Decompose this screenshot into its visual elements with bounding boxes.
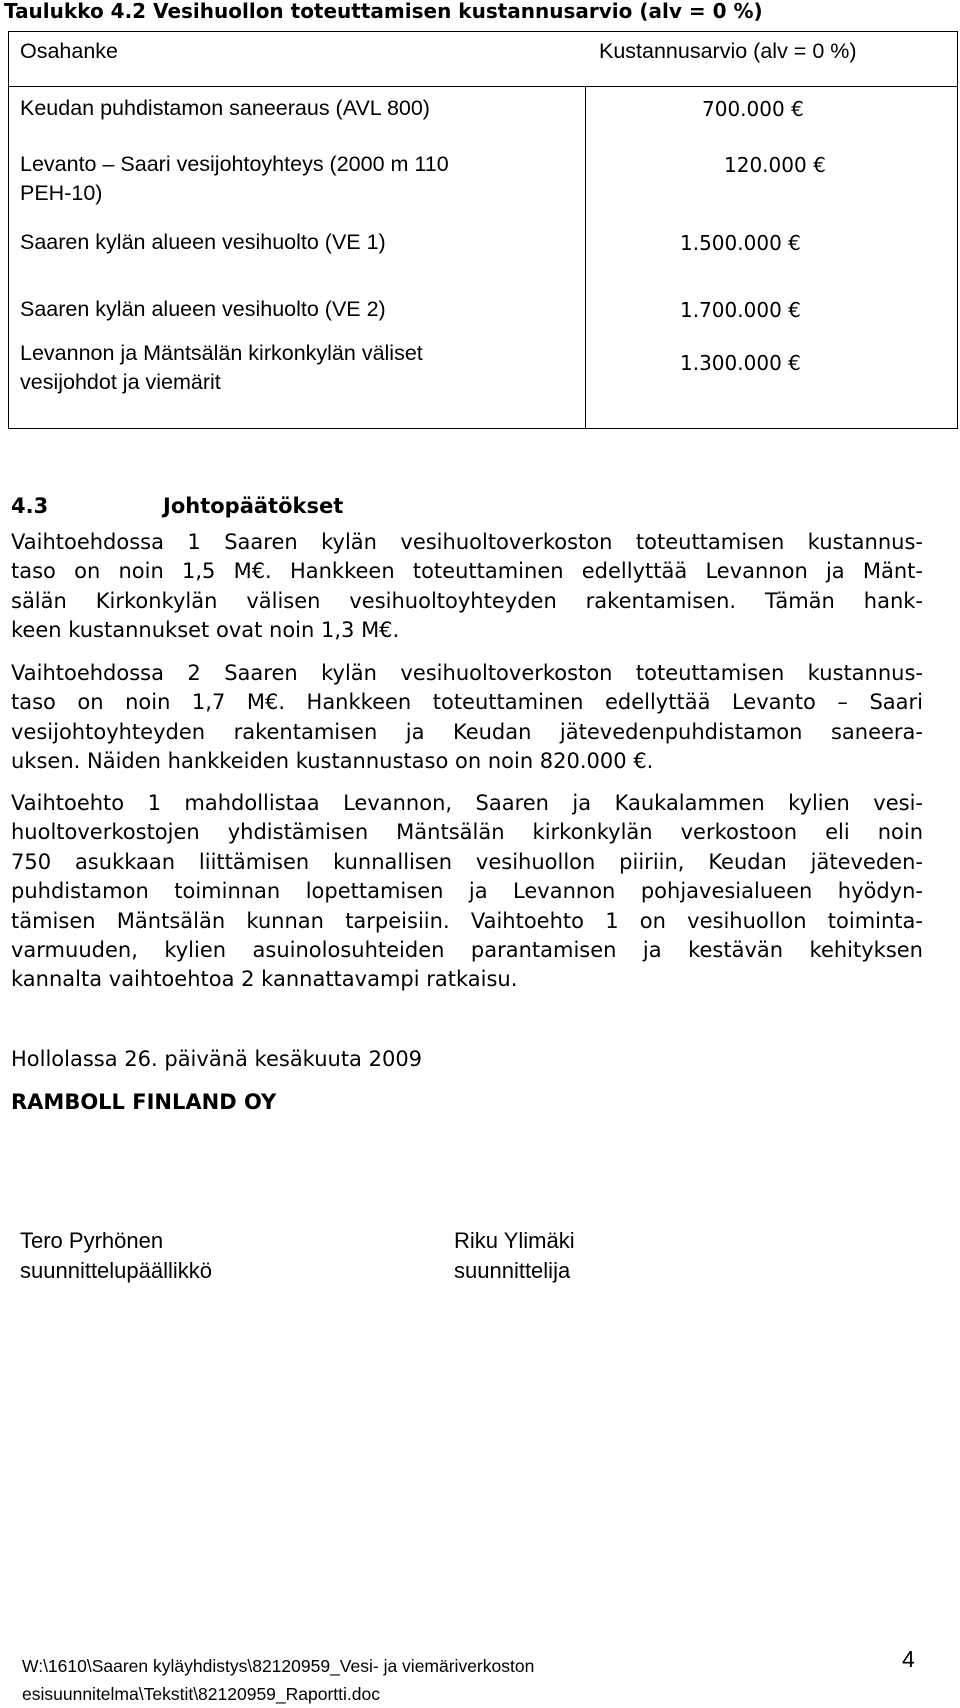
paragraph-3 [11,789,923,995]
paragraph-line: vesijohtoyhteyden rakentamisen ja Keudan jätevedenpuhdistamon saneera- [11,719,923,744]
paragraph-line: kannalta vaihtoehtoa 2 kannattavampi ratkaisu. [11,967,518,992]
place-date: Hollolassa 26. päivänä kesäkuuta 2009 [11,1047,423,1071]
paragraph-line: sälän Kirkonkylän välisen vesihuoltoyhteyden rakentamisen. Tämän hank- [11,588,923,613]
euro-sign: € [791,97,804,121]
paragraph-line: puhdistamon toiminnan lopettamisen ja Levannon pohjavesialueen hyödyn- [11,879,923,904]
row-2-value: 120.000 € [724,153,826,177]
paragraph-line: Vaihtoehto 1 mahdollistaa Levannon, Saaren ja Kaukalammen kylien vesi- [11,791,923,815]
euro-sign: € [813,153,826,177]
paragraph-line: varmuuden, kylien asuinolosuhteiden parantamisen ja kestävän kehityksen [11,938,923,963]
column-divider [585,87,586,428]
company-name: RAMBOLL FINLAND OY [11,1090,277,1114]
row-5-name-line1: Levannon ja Mäntsälän kirkonkylän väliset [20,341,423,365]
footer-path-line1: W:\1610\Saaren kyläyhdistys\82120959_Vesi- ja viemäriverkoston [22,1656,535,1676]
signature-left [20,1226,212,1286]
paragraph-line: keen kustannukset ovat noin 1,3 M€. [11,618,400,643]
signer-name: Riku Ylimäki [454,1228,575,1253]
paragraph-line: tämisen Mäntsälän kunnan tarpeisiin. Vaihtoehto 1 on vesihuollon toiminta- [11,908,923,933]
page-number: 4 [902,1646,915,1672]
paragraph-2 [11,659,923,777]
section-heading [11,494,343,518]
signer-title: suunnittelupäällikkö [20,1258,213,1283]
row-5-value: 1.300.000 € [680,351,801,375]
section-title: Johtopäätökset [163,494,344,518]
row-4-value: 1.700.000 € [680,298,801,322]
row-5-name-line2: vesijohdot ja viemärit [20,370,221,394]
paragraph-line: 750 asukkaan liittämisen kunnallisen vesihuollon piiriin, Keudan jäteveden- [11,849,923,874]
paragraph-line: taso on noin 1,7 M€. Hankkeen toteuttaminen edellyttää Levanto – Saari [11,690,923,715]
row-1-name: Keudan puhdistamon saneeraus (AVL 800) [20,96,430,120]
footer-path [22,1652,534,1708]
paragraph-line: Vaihtoehdossa 2 Saaren kylän vesihuoltoverkoston toteuttamisen kustannus- [11,661,923,685]
table-header-row [9,32,957,87]
row-1-value: 700.000 € [702,97,804,121]
header-osahanke: Osahanke [20,39,119,63]
euro-sign: € [788,351,801,375]
paragraph-line: taso on noin 1,5 M€. Hankkeen toteuttaminen edellyttää Levannon ja Mänt- [11,559,923,584]
paragraph-line: Vaihtoehdossa 1 Saaren kylän vesihuoltoverkoston toteuttamisen kustannus- [11,530,923,554]
row-4-name: Saaren kylän alueen vesihuolto (VE 2) [20,297,386,321]
euro-sign: € [788,231,801,255]
signature-right [454,1226,575,1286]
row-3-value: 1.500.000 € [680,231,801,255]
section-number: 4.3 [11,494,49,518]
table-caption: Taulukko 4.2 Vesihuollon toteuttamisen kustannusarvio (alv = 0 %) [4,0,763,23]
row-2-name-line2: PEH-10) [20,181,103,205]
paragraph-line: huoltoverkostojen yhdistämisen Mäntsälän kirkonkylän verkostoon eli noin [11,820,923,845]
row-3-name: Saaren kylän alueen vesihuolto (VE 1) [20,230,386,254]
paragraph-1 [11,528,923,646]
euro-sign: € [788,298,801,322]
footer-path-line2: esisuunnitelma\Tekstit\82120959_Raportti.doc [22,1684,380,1704]
signer-title: suunnittelija [454,1258,571,1283]
paragraph-line: uksen. Näiden hankkeiden kustannustaso on noin 820.000 €. [11,749,654,774]
cost-table [8,31,958,429]
header-kustannusarvio: Kustannusarvio (alv = 0 %) [599,39,857,63]
signer-name: Tero Pyrhönen [20,1228,164,1253]
row-2-name-line1: Levanto – Saari vesijohtoyhteys (2000 m 110 [20,152,449,176]
